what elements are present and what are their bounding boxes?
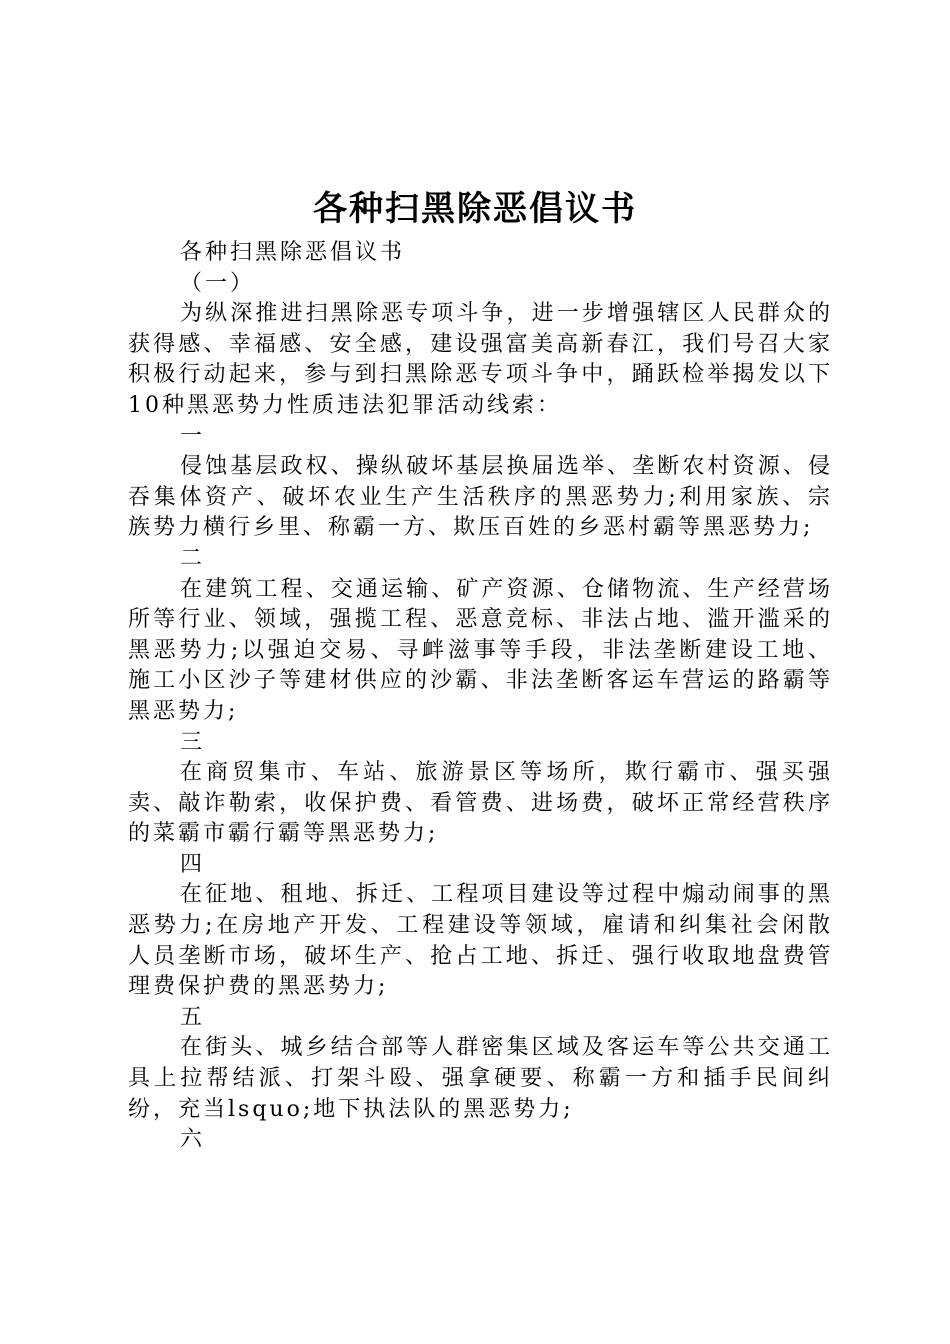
paragraph: （一） (180, 270, 256, 296)
paragraph: 五 (180, 1004, 206, 1030)
paragraph: 在征地、租地、拆迁、工程项目建设等过程中煽动闹事的黑恶势力;在房地产开发、工程建设等领域，雇请和纠集社会闲散人员垄断市场，破坏生产、抢占工地、拆迁、强行收取地盘费管理费保护费的黑恶势力; (128, 882, 833, 1000)
document-title: 各种扫黑除恶倡议书 (313, 189, 637, 229)
paragraph: 六 (180, 1127, 206, 1153)
paragraph: 在街头、城乡结合部等人群密集区域及客运车等公共交通工具上拉帮结派、打架斗殴、强拿硬要、称霸一方和插手民间纠纷，充当lsquo;地下执法队的黑恶势力; (128, 1035, 833, 1122)
paragraph: 侵蚀基层政权、操纵破坏基层换届选举、垄断农村资源、侵吞集体资产、破坏农业生产生活秩序的黑恶势力;利用家族、宗族势力横行乡里、称霸一方、欺压百姓的乡恶村霸等黑恶势力; (128, 454, 833, 541)
paragraph: 在商贸集市、车站、旅游景区等场所，欺行霸市、强买强卖、敲诈勒索，收保护费、看管费、进场费，破坏正常经营秩序的菜霸市霸行霸等黑恶势力; (128, 760, 833, 847)
paragraph: 各种扫黑除恶倡议书 (180, 240, 406, 265)
paragraph: 四 (180, 851, 206, 877)
paragraph: 为纵深推进扫黑除恶专项斗争，进一步增强辖区人民群众的获得感、幸福感、安全感，建设强富美高新春江，我们号召大家积极行动起来，参与到扫黑除恶专项斗争中，踊跃检举揭发以下10种黑恶势力性质违法犯罪活动线索： (128, 301, 833, 418)
paragraph: 一 (180, 423, 206, 449)
paragraph: 三 (180, 729, 206, 755)
paragraph: 在建筑工程、交通运输、矿产资源、仓储物流、生产经营场所等行业、领域，强揽工程、恶意竞标、非法占地、滥开滥采的黑恶势力;以强迫交易、寻衅滋事等手段，非法垄断建设工地、施工小区沙子等建材供应的沙霸、非法垄断客运车营运的路霸等黑恶势力; (128, 576, 833, 724)
paragraph: 二 (180, 545, 206, 571)
document-body (128, 238, 833, 1156)
